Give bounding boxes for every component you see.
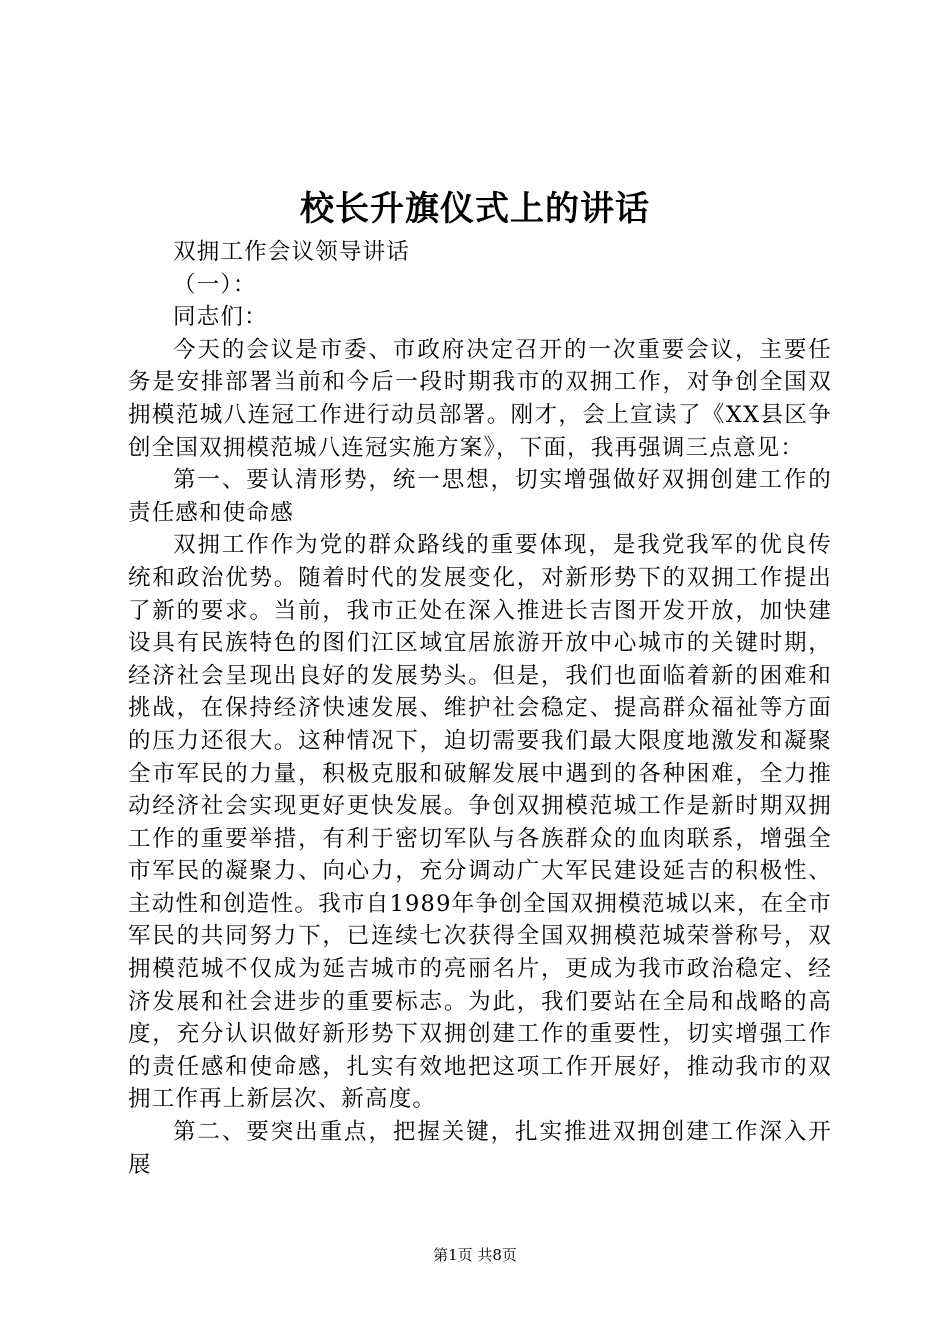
document-body (128, 236, 832, 1181)
paragraph-salutation: 同志们： (173, 304, 268, 331)
paragraph-section-number: （一）： (173, 271, 257, 298)
page-footer: 第1页 共8页 (433, 1246, 517, 1264)
paragraph-intro: 今天的会议是市委、市政府决定召开的一次重要会议，主要任务是安排部署当前和今后一段时期我市的双拥工作，对争创全国双拥模范城八连冠工作进行动员部署。刚才，会上宣读了《XX县区争创全国双拥模范城八连冠实施方案》，下面，我再强调三点意见： (128, 336, 832, 461)
paragraph-heading-first: 第一、要认清形势，统一思想，切实增强做好双拥创建工作的责任感和使命感 (128, 467, 832, 526)
paragraph-heading-second: 第二、要突出重点，把握关键，扎实推进双拥创建工作深入开展 (128, 1119, 832, 1178)
document-title: 校长升旗仪式上的讲话 (300, 189, 650, 229)
paragraph-subtitle: 双拥工作会议领导讲话 (173, 239, 411, 265)
paragraph-body-first: 双拥工作作为党的群众路线的重要体现，是我党我军的优良传统和政治优势。随着时代的发展变化，对新形势下的双拥工作提出了新的要求。当前，我市正处在深入推进长吉图开发开放，加快建设具有民族特色的图们江区域宜居旅游开放中心城市的关键时期，经济社会呈现出良好的发展势头。但是，我们也面临着新的困难和挑战，在保持经济快速发展、维护社会稳定、提高群众福祉等方面的压力还很大。这种情况下，迫切需要我们最大限度地激发和凝聚全市军民的力量，积极克服和破解发展中遇到的各种困难，全力推动经济社会实现更好更快发展。争创双拥模范城工作是新时期双拥工作的重要举措，有利于密切军队与各族群众的血肉联系，增强全市军民的凝聚力、向心力，充分调动广大军民建设延吉的积极性、主动性和创造性。我市自1989年争创全国双拥模范城以来，在全市军民的共同努力下，已连续七次获得全国双拥模范城荣誉称号，双拥模范城不仅成为延吉城市的亮丽名片，更成为我市政治稳定、经济发展和社会进步的重要标志。为此，我们要站在全局和战略的高度，充分认识做好新形势下双拥创建工作的重要性，切实增强工作的责任感和使命感，扎实有效地把这项工作开展好，推动我市的双拥工作再上新层次、新高度。 (128, 532, 832, 1113)
